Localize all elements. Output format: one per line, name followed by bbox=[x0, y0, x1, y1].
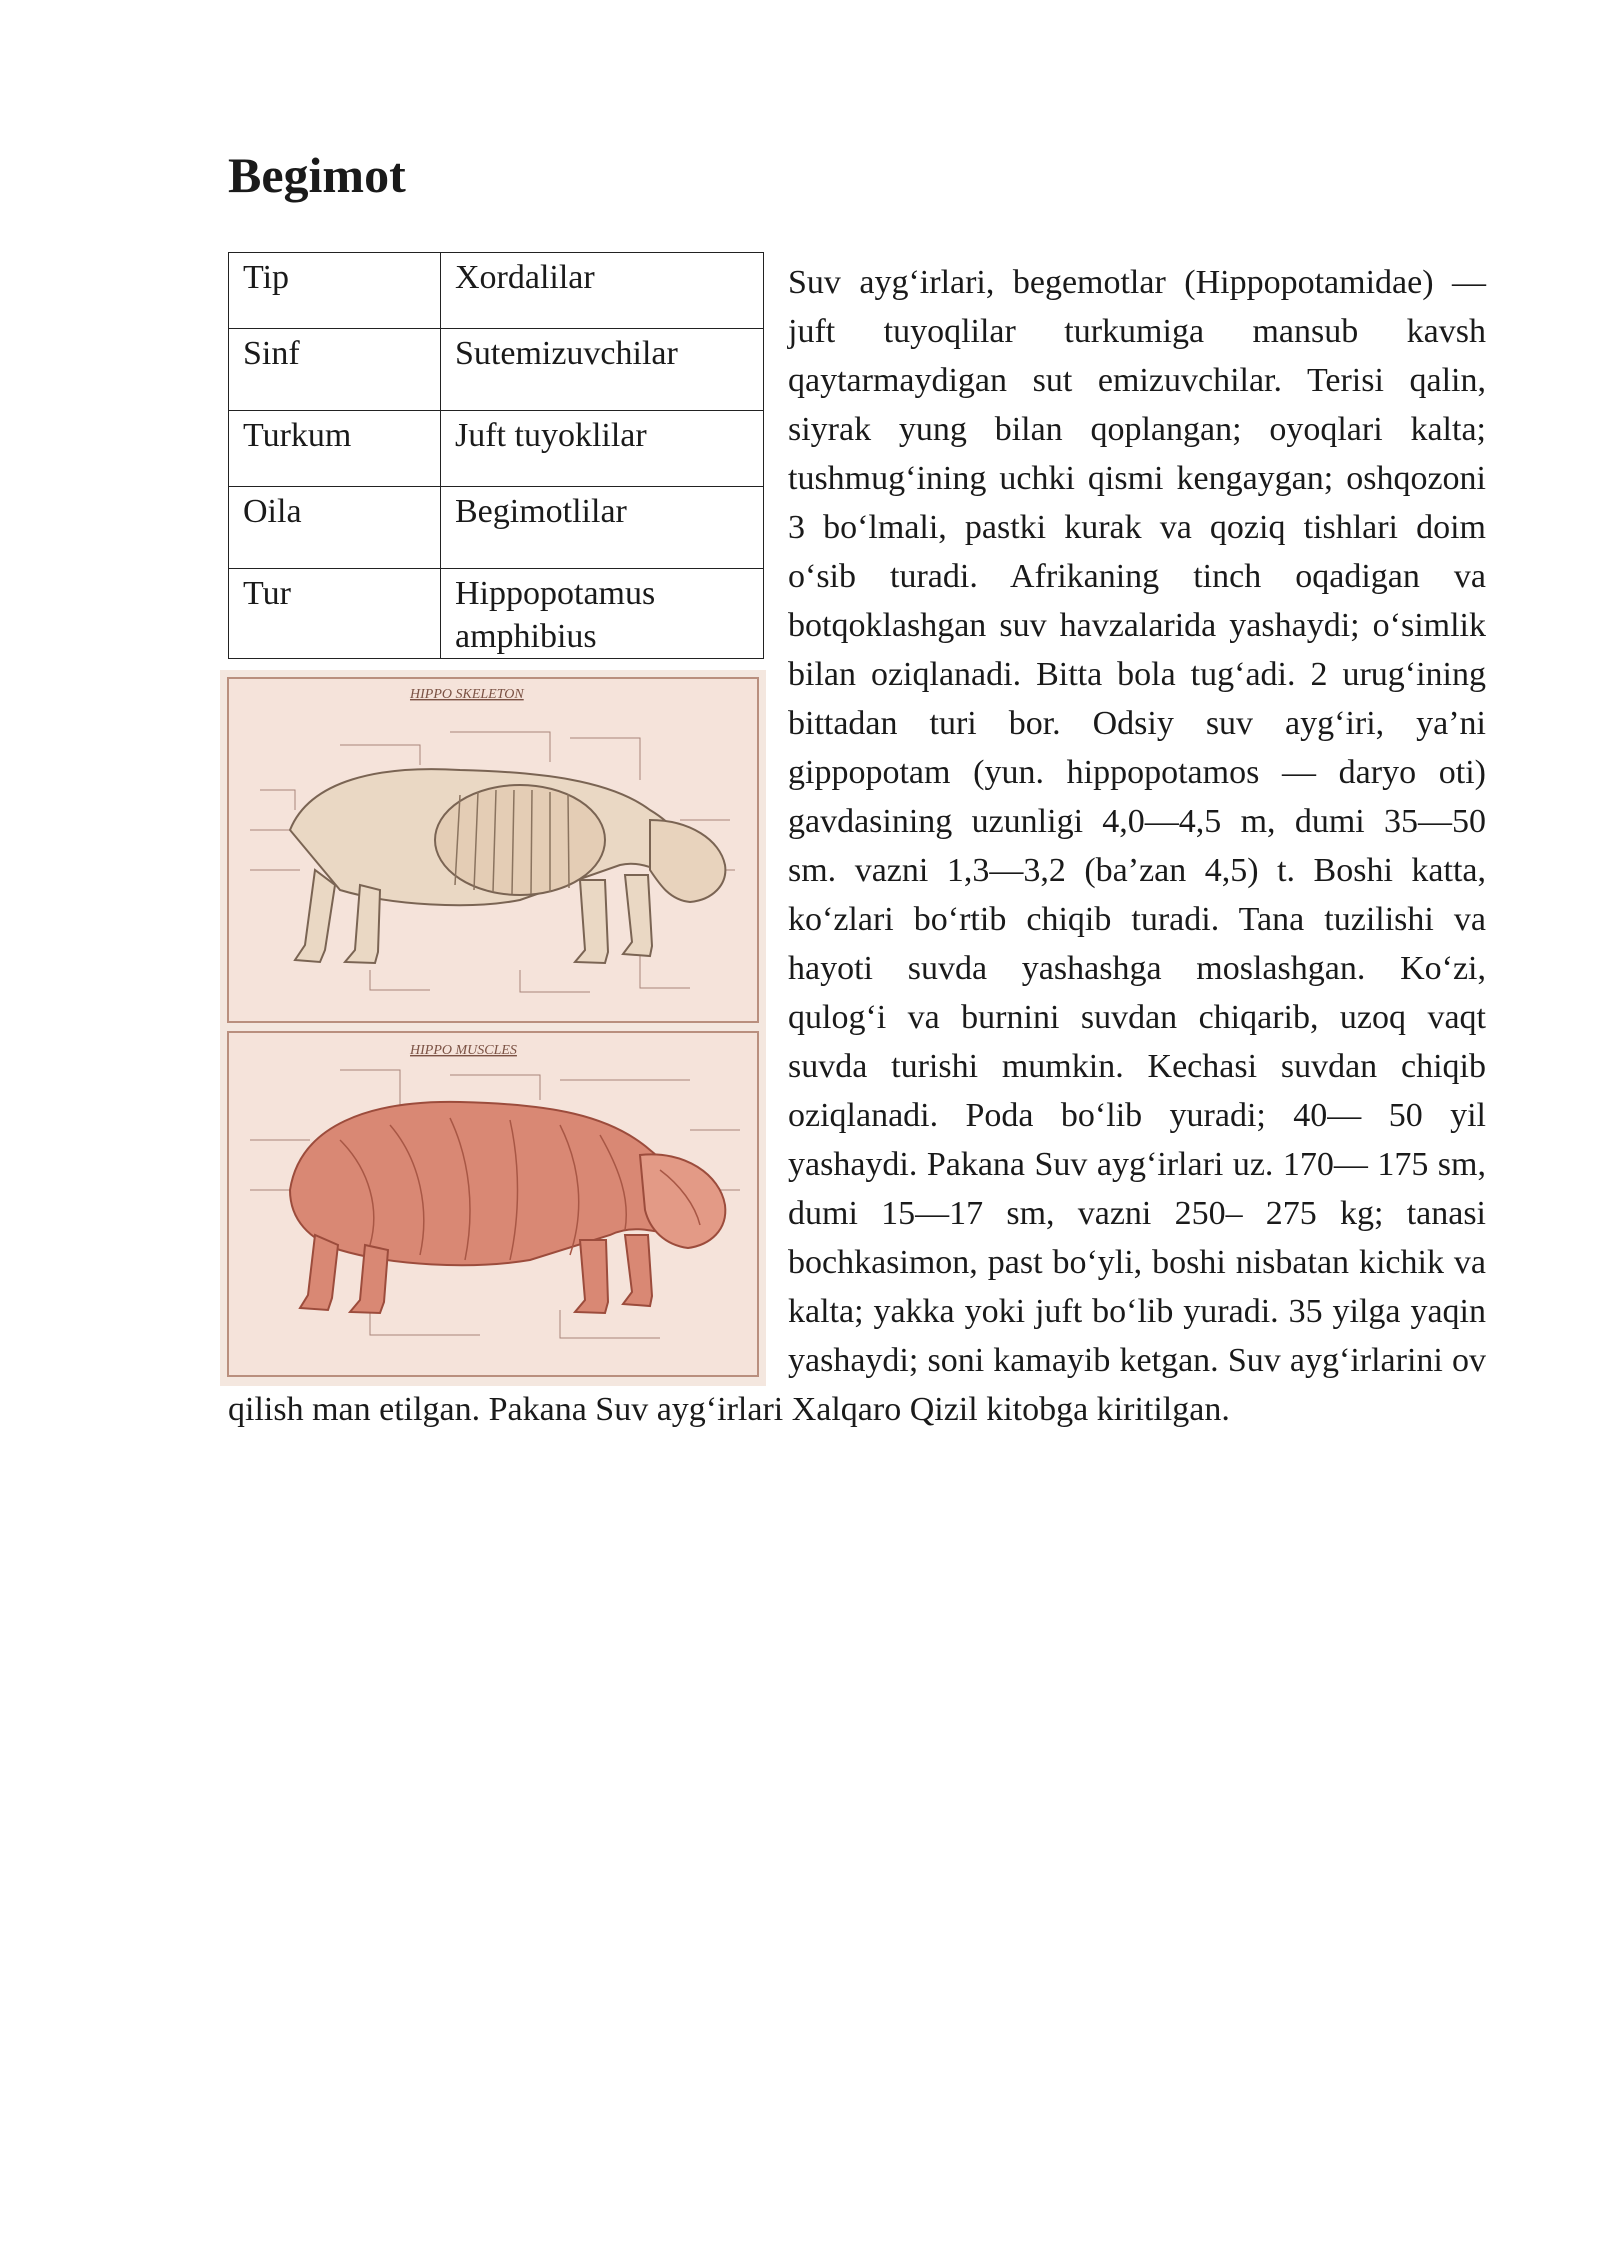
taxonomy-rank: Turkum bbox=[229, 411, 441, 487]
taxonomy-row bbox=[229, 569, 764, 659]
taxonomy-row bbox=[229, 329, 764, 411]
taxonomy-value: Juft tuyoklilar bbox=[441, 411, 764, 487]
taxonomy-row bbox=[229, 487, 764, 569]
taxonomy-value: Sutemizuvchilar bbox=[441, 329, 764, 411]
hippo-anatomy-figure bbox=[220, 670, 766, 1386]
article-text: Suv ayg‘irlari, begemotlar (Hippopotamidae) — juft tuyoqlilar turkumiga mansub kavsh qaytarmaydigan sut emizuvchilar. Terisi qalin, siyrak yung bilan qoplangan; oyoqlari kalta; tushmug‘ining uchki qismi kengaygan; oshqozoni 3 bo‘lmali, pastki kurak va qoziq tishlari doim o‘sib turadi. Afrikaning tinch oqadigan va botqoklashgan suv havzalarida yashaydi; o‘simlik bilan oziqlanadi. Bitta bola tug‘adi. 2 urug‘ining bittadan turi bor. Odsiy suv ayg‘iri, ya’ni gippopotam (yun. hippopotamos — daryo oti) gavdasining uzunligi 4,0—4,5 m, dumi 35—50 sm. vazni 1,3—3,2 (ba’zan 4,5) t. Boshi katta, ko‘zlari bo‘rtib chiqib turadi. Tana tuzilishi va hayoti suvda yashashga moslashgan. Ko‘zi, qulog‘i va burnini suvdan chiqarib, uzoq vaqt suvda turishi mumkin. Kechasi suvdan chiqib oziqlanadi. Poda bo‘lib yuradi; 40— 50 yil yashaydi. Pakana Suv ayg‘irlari uz. 170— 175 sm, dumi 15—17 sm, vazni 250– 275 kg; tanasi bochkasimon, past bo‘yli, boshi nisbatan kichik va kalta; yakka yoki juft bo‘lib yuradi. 35 yilga yaqin yashaydi; soni kamayib ketgan. Suv ayg‘irlarini ov qilish man etilgan. Pakana Suv ayg‘irlari Xalqaro Qizil kitobga kiritilgan. bbox=[228, 264, 1486, 1428]
taxonomy-row bbox=[229, 411, 764, 487]
taxonomy-rank: Tur bbox=[229, 569, 441, 659]
page-title: Begimot bbox=[228, 147, 406, 203]
muscles-caption: HIPPO MUSCLES bbox=[410, 1043, 517, 1058]
taxonomy-value: Hippopotamus amphibius bbox=[441, 569, 764, 659]
taxonomy-value: Begimotlilar bbox=[441, 487, 764, 569]
taxonomy-table bbox=[228, 252, 764, 659]
taxonomy-rank: Oila bbox=[229, 487, 441, 569]
taxonomy-rank: Tip bbox=[229, 253, 441, 329]
taxonomy-row bbox=[229, 253, 764, 329]
taxonomy-rank: Sinf bbox=[229, 329, 441, 411]
skeleton-caption: HIPPO SKELETON bbox=[410, 687, 524, 702]
taxonomy-value: Xordalilar bbox=[441, 253, 764, 329]
hippo-anatomy-illustration bbox=[220, 670, 766, 1386]
